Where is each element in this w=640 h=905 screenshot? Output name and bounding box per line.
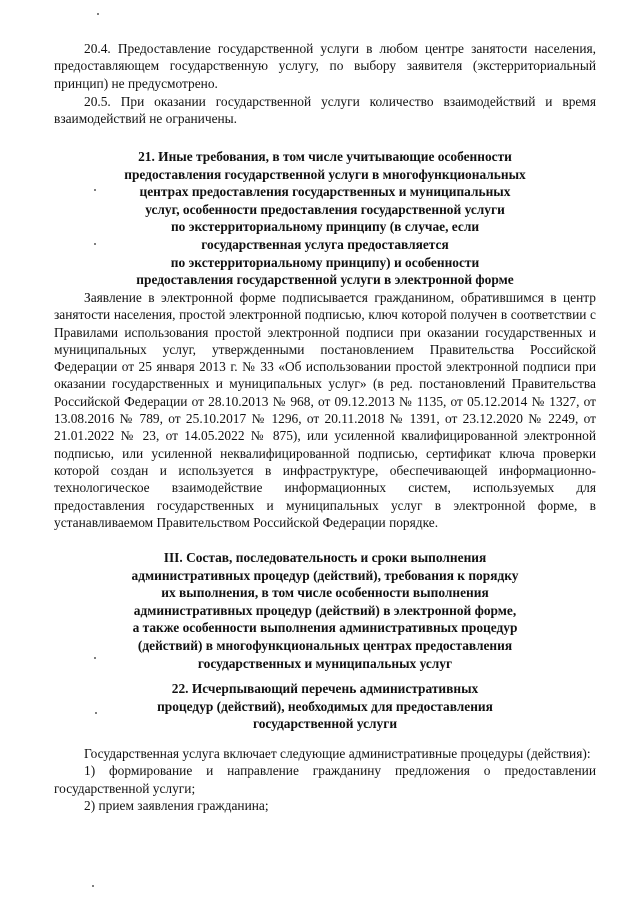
procedures-intro: Государственная услуга включает следующие административные процедуры (действия):	[84, 746, 591, 761]
heading-line: государственных и муниципальных услуг	[197, 655, 453, 671]
section-21-body: Заявление в электронной форме подписывается гражданином, обратившимся в центр занятости населения, простой электронной подписью, ключ которой получен в соответствии с Правилами использования простой электронной подписи при оказании государственных и муниципальных услуг, утвержденными постановлением Правительства Российской Федерации от 25 января 2013 г. № 33 «Об использовании простой электронной подписи при оказании государственных и муниципальных услуг» (в ред. постановлений Правительства Российской Федерации от 28.10.2013 № 968, от 09.12.2013 № 1135, от 05.12.2014 № 1327, от 13.08.2016 № 789, от 25.10.2017 № 1296, от 20.11.2018 № 1391, от 23.12.2020 № 2249, от 21.01.2022 № 23, от 14.05.2022 № 875), или усиленной квалифицированной электронной подписью, или усиленной неквалифицированной подписью, сертификат ключа проверки которой создан и используется в инфраструктуре, обеспечивающей информационно-технологическое взаимодействие информационных систем, используемых для предоставления государственных и муниципальных услуг в электронной форме, в устанавливаемом Правительством Российской Федерации порядке.	[54, 290, 596, 530]
scan-speck	[92, 885, 94, 887]
heading-line: предоставления государственной услуги в многофункциональных	[124, 166, 526, 182]
section-22-body	[54, 745, 596, 814]
scan-speck	[94, 243, 96, 245]
scan-speck	[94, 657, 96, 659]
heading-line: 22. Исчерпывающий перечень административных	[171, 681, 479, 696]
section-22-heading	[54, 680, 596, 733]
heading-line: административных процедур (действий) в электронной форме,	[133, 602, 517, 618]
scan-speck	[97, 13, 99, 15]
heading-line: по экстерриториальному принципу (в случае, если	[170, 219, 480, 235]
heading-line: центрах предоставления государственных и муниципальных	[139, 184, 511, 200]
heading-line: государственная услуга предоставляется	[201, 236, 449, 252]
heading-line: услуг, особенности предоставления государственной услуги	[145, 201, 505, 217]
procedure-item: 2) прием заявления гражданина;	[84, 797, 269, 813]
heading-line: административных процедур (действий), требования к порядку	[131, 567, 519, 583]
scan-speck	[94, 189, 96, 191]
heading-line: по экстерриториальному принципу) и особенности	[170, 254, 480, 270]
section-III-heading	[54, 549, 596, 672]
heading-line: а также особенности выполнения административных процедур	[132, 620, 518, 636]
heading-line: государственной услуги	[252, 716, 398, 732]
section-21-heading	[54, 148, 596, 289]
heading-line: предоставления государственной услуги в электронной форме	[136, 272, 514, 288]
heading-line: 21. Иные требования, в том числе учитывающие особенности	[138, 149, 512, 164]
procedure-item: 1) формирование и направление гражданину предложения о предоставлении государственной услуги;	[54, 763, 596, 796]
clause-20-5: 20.5. При оказании государственной услуги количество взаимодействий и время взаимодействий не ограничены.	[54, 94, 596, 127]
scan-speck	[95, 712, 97, 714]
clause-20-4: 20.4. Предоставление государственной услуги в любом центре занятости населения, предоставляющем государственную услугу, по выбору заявителя (экстерриториальный принцип) не предусмотрено.	[54, 41, 596, 91]
heading-line: их выполнения, в том числе особенности выполнения	[161, 585, 489, 601]
heading-line: III. Состав, последовательность и сроки выполнения	[163, 550, 487, 565]
heading-line: процедур (действий), необходимых для предоставления	[157, 698, 493, 714]
heading-line: (действий) в многофункциональных центрах предоставления	[137, 637, 513, 653]
